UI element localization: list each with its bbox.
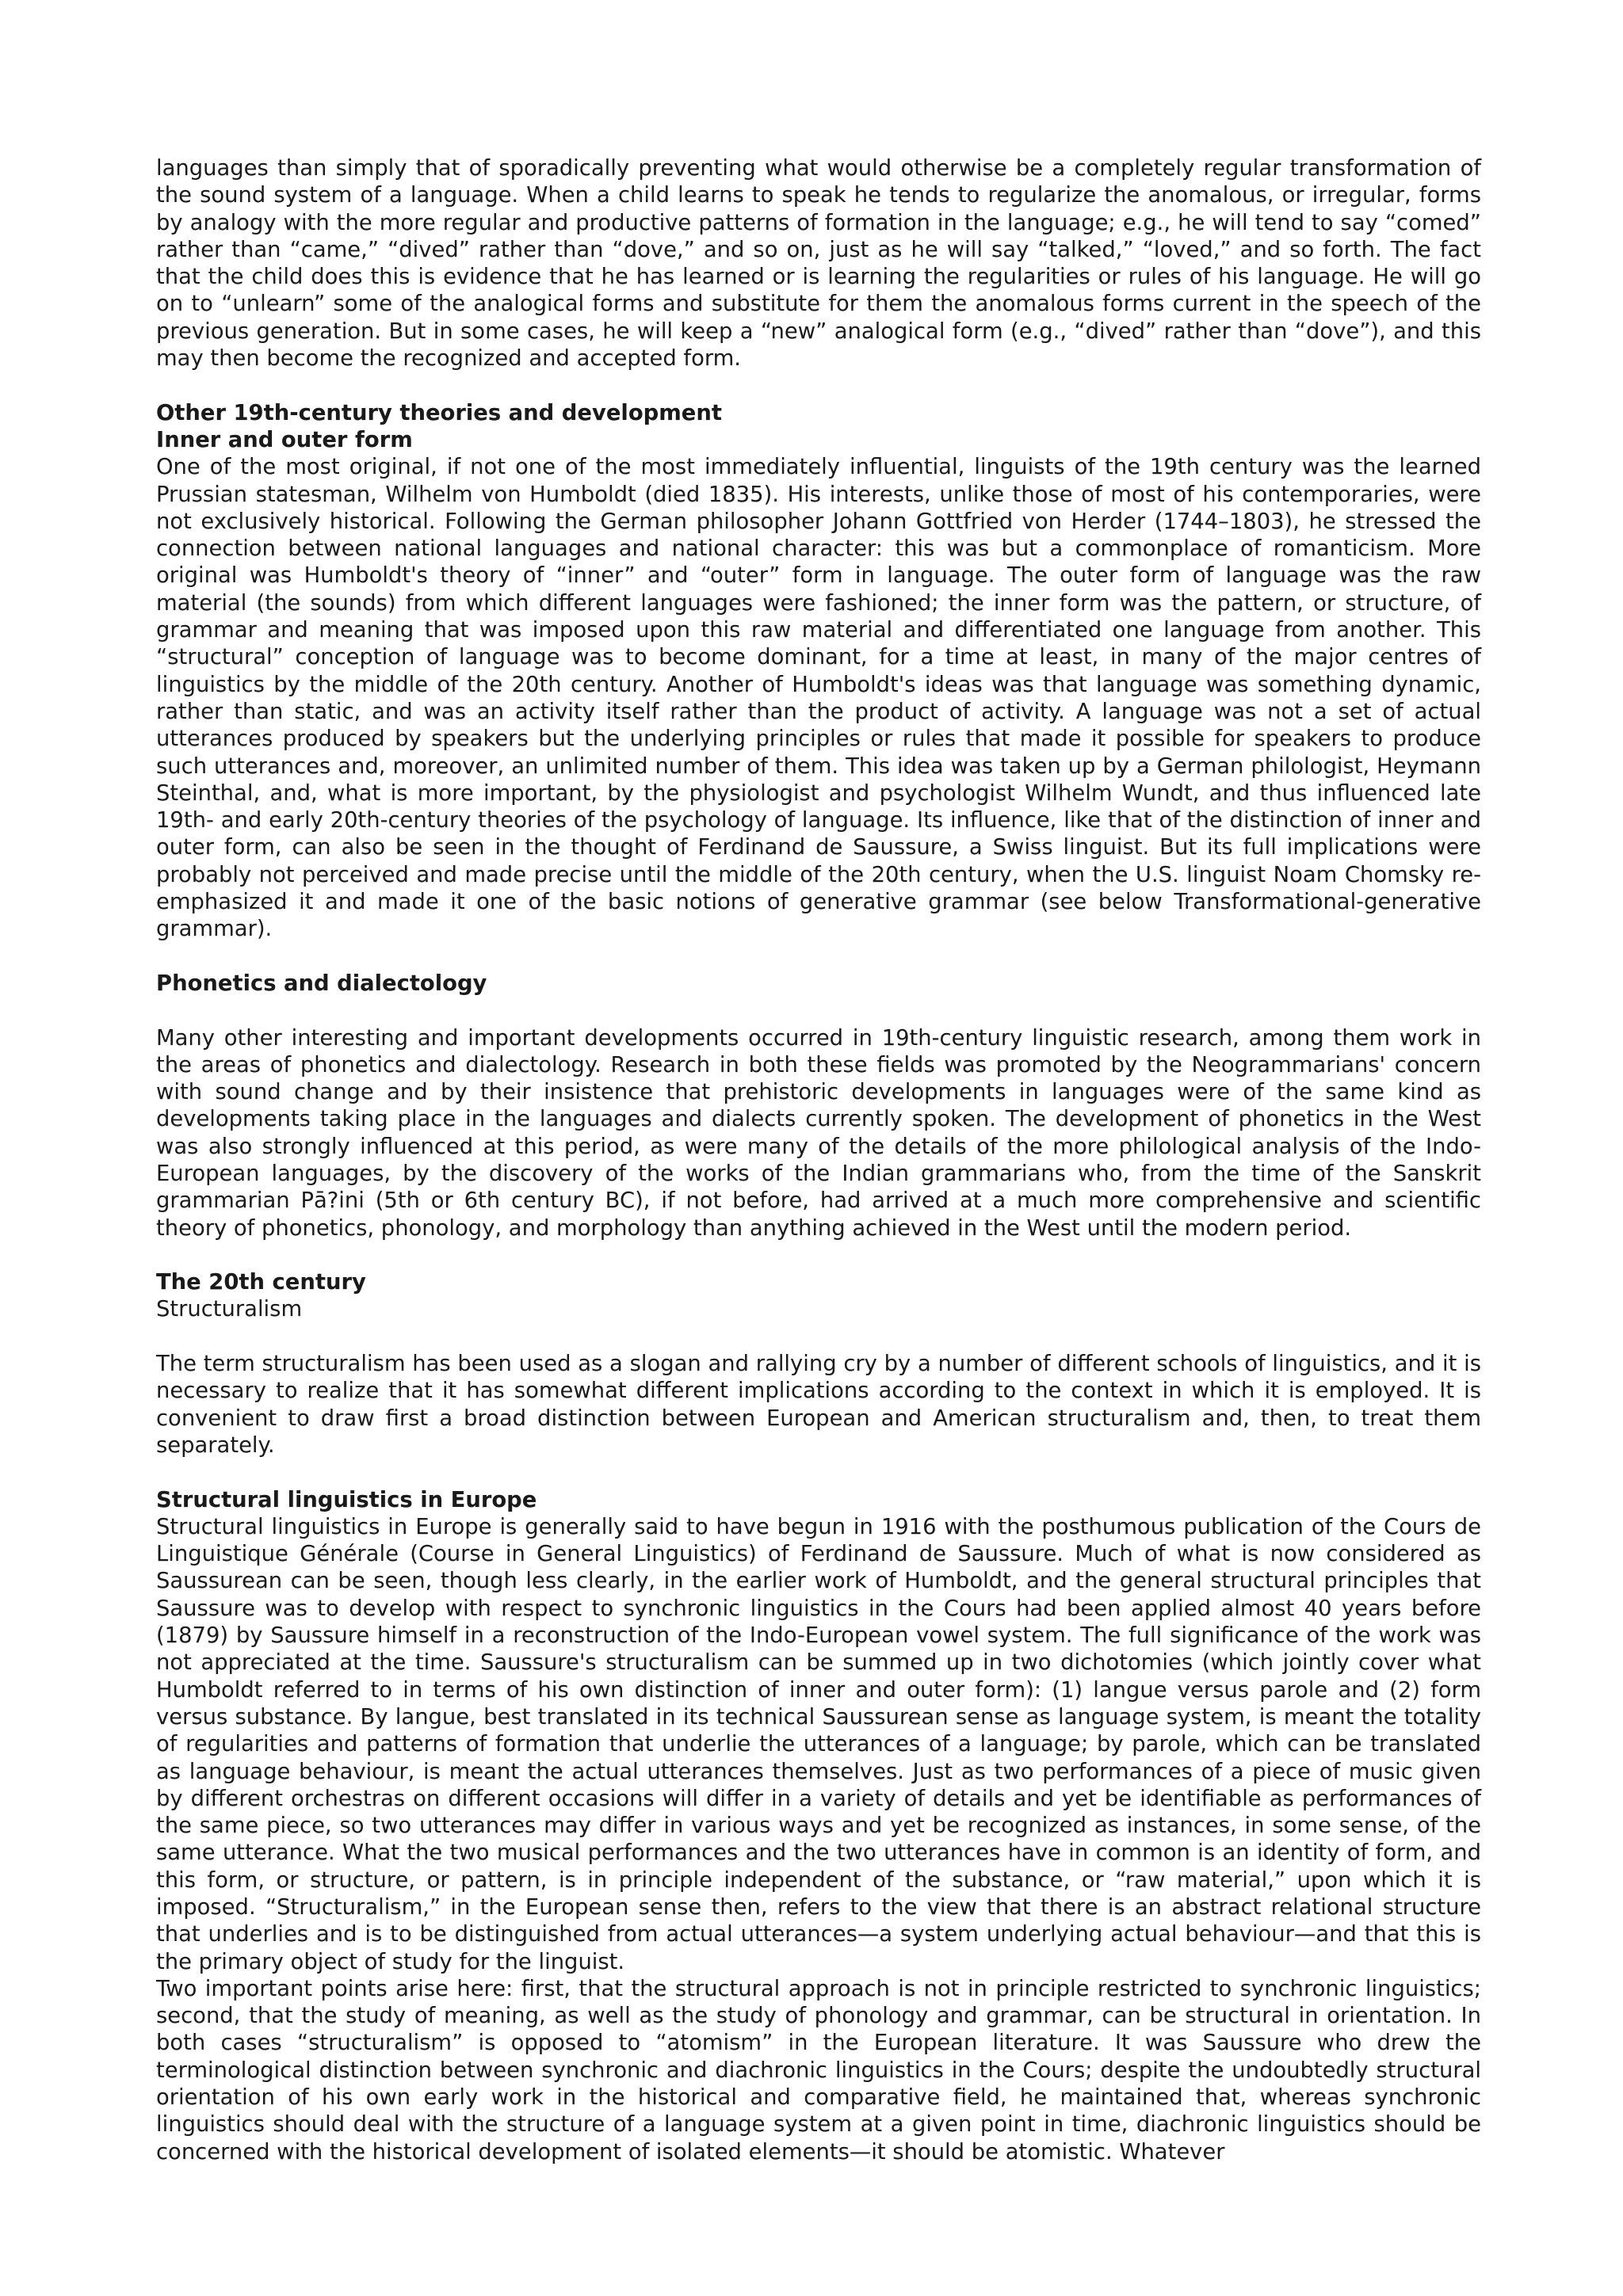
spacer <box>156 1324 1481 1351</box>
spacer <box>156 1242 1481 1269</box>
spacer <box>156 944 1481 971</box>
document-page <box>156 155 1481 2166</box>
intro-paragraph: languages than simply that of sporadically preventing what would otherwise be a completely regular transformation of the sound system of a language. When a child learns to speak he tends to regularize the anomalous, or irregular, forms by analogy with the more regular and productive patterns of formation in the language; e.g., he will tend to say “comed” rather than “came,” “dived” rather than “dove,” and so on, just as he will say “talked,” “loved,” and so forth. The fact that the child does this is evidence that he has learned or is learning the regularities or rules of his language. He will go on to “unlearn” some of the analogical forms and substitute for them the anomalous forms current in the speech of the previous generation. But in some cases, he will keep a “new” analogical form (e.g., “dived” rather than “dove”), and this may then become the recognized and accepted form. <box>156 156 1481 372</box>
section-heading-20th-century: The 20th century <box>156 1270 366 1295</box>
subheading-inner-outer-form: Inner and outer form <box>156 427 413 452</box>
section-heading-europe: Structural linguistics in Europe <box>156 1487 537 1512</box>
paragraph-structuralism: The term structuralism has been used as a slogan and rallying cry by a number of different schools of linguistics, and it is necessary to realize that it has somewhat different implications according to the context in which it is employed. It is convenient to draw first a broad distinction between European and American structuralism and, then, to treat them separately. <box>156 1352 1481 1458</box>
section-heading-phonetics: Phonetics and dialectology <box>156 971 487 996</box>
paragraph-phonetics: Many other interesting and important developments occurred in 19th-century linguistic research, among them work in the areas of phonetics and dialectology. Research in both these fields was promoted by the Neogrammarians' concern with sound change and by their insistence that prehistoric developments in languages were of the same kind as developments taking place in the languages and dialects currently spoken. The development of phonetics in the West was also strongly influenced at this period, as were many of the details of the more philological analysis of the Indo-European languages, by the discovery of the works of the Indian grammarians who, from the time of the Sanskrit grammarian Pā?ini (5th or 6th century BC), if not before, had arrived at a much more comprehensive and scientific theory of phonetics, phonology, and morphology than anything achieved in the West until the modern period. <box>156 1025 1481 1241</box>
spacer <box>156 1459 1481 1486</box>
paragraph-europe-1: Structural linguistics in Europe is generally said to have begun in 1916 with the posthumous publication of the Cours de Linguistique Générale (Course in General Linguistics) of Ferdinand de Saussure. Much of what is now considered as Saussurean can be seen, though less clearly, in the earlier work of Humboldt, and the general structural principles that Saussure was to develop with respect to synchronic linguistics in the Cours had been applied almost 40 years before (1879) by Saussure himself in a reconstruction of the Indo-European vowel system. The full significance of the work was not appreciated at the time. Saussure's structuralism can be summed up in two dichotomies (which jointly cover what Humboldt referred to in terms of his own distinction of inner and outer form): (1) langue versus parole and (2) form versus substance. By langue, best translated in its technical Saussurean sense as language system, is meant the totality of regularities and patterns of formation that underlie the utterances of a language; by parole, which can be translated as language behaviour, is meant the actual utterances themselves. Just as two performances of a piece of music given by different orchestras on different occasions will differ in a variety of details and yet be identifiable as performances of the same piece, so two utterances may differ in various ways and yet be recognized as instances, in some sense, of the same utterance. What the two musical performances and the two utterances have in common is an identity of form, and this form, or structure, or pattern, is in principle independent of the substance, or “raw material,” upon which it is imposed. “Structuralism,” in the European sense then, refers to the view that there is an abstract relational structure that underlies and is to be distinguished from actual utterances—a system underlying actual behaviour—and that this is the primary object of study for the linguist. <box>156 1514 1481 1974</box>
section-heading-other-theories: Other 19th-century theories and development <box>156 400 722 425</box>
spacer <box>156 997 1481 1024</box>
paragraph-inner-outer-form: One of the most original, if not one of the most immediately influential, linguists of the 19th century was the learned Prussian statesman, Wilhelm von Humboldt (died 1835). His interests, unlike those of most of his contemporaries, were not exclusively historical. Following the German philosopher Johann Gottfried von Herder (1744–1803), he stressed the connection between national languages and national character: this was but a commonplace of romanticism. More original was Humboldt's theory of “inner” and “outer” form in language. The outer form of language was the raw material (the sounds) from which different languages were fashioned; the inner form was the pattern, or structure, of grammar and meaning that was imposed upon this raw material and differentiated one language from another. This “structural” conception of language was to become dominant, for a time at least, in many of the major centres of linguistics by the middle of the 20th century. Another of Humboldt's ideas was that language was something dynamic, rather than static, and was an activity itself rather than the product of activity. A language was not a set of actual utterances produced by speakers but the underlying principles or rules that made it possible for speakers to produce such utterances and, moreover, an unlimited number of them. This idea was taken up by a German philologist, Heymann Steinthal, and, what is more important, by the physiologist and psychologist Wilhelm Wundt, and thus influenced late 19th- and early 20th-century theories of the psychology of language. Its influence, like that of the distinction of inner and outer form, can also be seen in the thought of Ferdinand de Saussure, a Swiss linguist. But its full implications were probably not perceived and made precise until the middle of the 20th century, when the U.S. linguist Noam Chomsky re-emphasized it and made it one of the basic notions of generative grammar (see below Transformational-generative grammar). <box>156 455 1481 942</box>
subheading-structuralism: Structuralism <box>156 1297 303 1322</box>
paragraph-europe-2: Two important points arise here: first, that the structural approach is not in principle restricted to synchronic linguistics; second, that the study of meaning, as well as the study of phonology and grammar, can be structural in orientation. In both cases “structuralism” is opposed to “atomism” in the European literature. It was Saussure who drew the terminological distinction between synchronic and diachronic linguistics in the Cours; despite the undoubtedly structural orientation of his own early work in the historical and comparative field, he maintained that, whereas synchronic linguistics should deal with the structure of a language system at a given point in time, diachronic linguistics should be concerned with the historical development of isolated elements—it should be atomistic. Whatever <box>156 1976 1481 2164</box>
spacer <box>156 372 1481 399</box>
